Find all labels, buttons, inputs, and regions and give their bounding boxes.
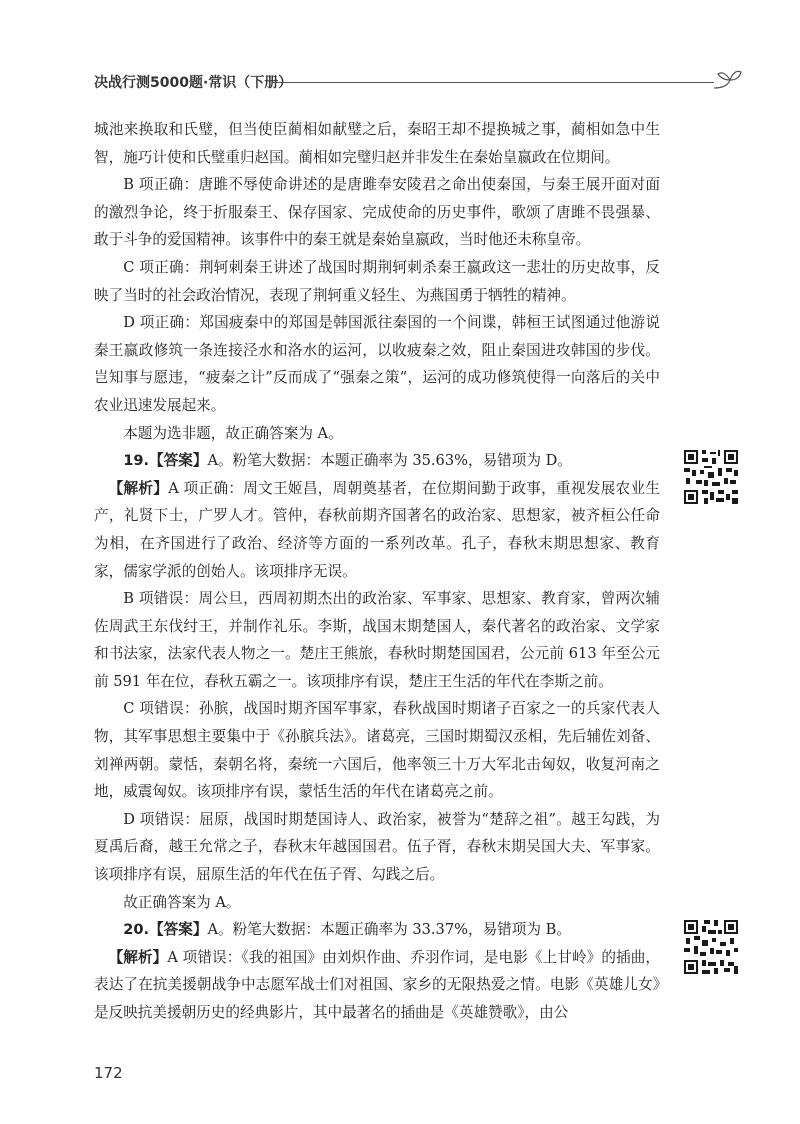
- answer-tag: 【答案】: [149, 921, 208, 939]
- paragraph-continuation: 城池来换取和氏璧，但当使臣蔺相如献璧之后，秦昭王却不提换城之事，蔺相如急中生智，施巧计使和氏璧重归赵国。蔺相如完璧归赵并非发生在秦始皇嬴政在位期间。: [94, 121, 660, 166]
- question-number: 19.: [123, 452, 150, 470]
- paragraph-option-c: C 项错误：孙膑，战国时期齐国军事家，春秋战国时期诸子百家之一的兵家代表人物，其军事思想主要集中于《孙膑兵法》。诸葛亮，三国时期蜀汉丞相，先后辅佐刘备、刘禅两朝。蒙恬，秦朝名将，秦统一六国后，他率领三十万大军北击匈奴，收复河南之地，威震匈奴。该项排序有误，蒙恬生活的年代在诸葛亮之前。: [94, 700, 660, 801]
- paragraph-option-d: D 项错误：屈原，战国时期楚国诗人、政治家，被誉为“楚辞之祖”。越王勾践，为夏禹后裔，越王允常之子，春秋末年越国国君。伍子胥，春秋末期吴国大夫、军事家。该项排序有误，屈原生活的年代在伍子胥、勾践之后。: [94, 810, 660, 884]
- answer-20: 20.【答案】A。粉笔大数据：本题正确率为 33.37%，易错项为 B。: [123, 921, 571, 939]
- qr-code-icon[interactable]: [682, 448, 740, 506]
- question-number: 20.: [123, 921, 150, 939]
- paragraph-option-c: C 项正确：荆轲刺秦王讲述了战国时期荆轲刺杀秦王嬴政这一悲壮的历史故事，反映了当时的社会政治情况，表现了荆轲重义轻生、为燕国勇于牺牲的精神。: [94, 258, 660, 304]
- page-number: 172: [94, 1064, 123, 1082]
- analysis-19: 【解析】A 项正确：周文王姬昌，周朝奠基者，在位期间勤于政事，重视发展农业生产，礼贤下士，广罗人才。管仲，春秋前期齐国著名的政治家、思想家，被齐桓公任命为相，在齐国进行了政治、经济等方面的一系列改革。孔子，春秋末期思想家、教育家，儒家学派的创始人。该项排序无误。: [94, 479, 660, 580]
- book-title: 决战行测5000题·常识（下册）: [94, 75, 293, 91]
- analysis-tag: 【解析】: [108, 948, 168, 966]
- paragraph-option-b: B 项错误：周公旦，西周初期杰出的政治家、军事家、思想家、教育家，曾两次辅佐周武王东伐纣王，并制作礼乐。李斯，战国末期楚国人，秦代著名的政治家、文学家和书法家，法家代表人物之一。楚庄王熊旅，春秋时期楚国国君，公元前 613 年至公元前 591 年在位，春秋五霸之一。该项排序有误，楚庄王生活的年代在李斯之前。: [94, 590, 660, 690]
- sprout-icon: [710, 66, 744, 92]
- paragraph-option-b: B 项正确：唐雎不辱使命讲述的是唐雎奉安陵君之命出使秦国，与秦王展开面对面的激烈争论，终于折服秦王、保存国家、完成使命的历史事件，歌颂了唐雎不畏强暴、敢于斗争的爱国精神。该事件中的秦王就是秦始皇嬴政，当时他还未称皇帝。: [94, 176, 660, 249]
- answer-tag: 【答案】: [149, 452, 208, 470]
- paragraph-option-d: D 项正确：郑国疲秦中的郑国是韩国派往秦国的一个间谍，韩桓王试图通过他游说秦王嬴政修筑一条连接泾水和洛水的运河，以收疲秦之效，阻止秦国进攻韩国的步伐。岂知事与愿违，“疲秦之计”反而成了“强秦之策”，运河的成功修筑使得一向落后的关中农业迅速发展起来。: [94, 314, 660, 414]
- answer-analysis-content: [94, 116, 660, 1027]
- answer-19: 19.【答案】A。粉笔大数据：本题正确率为 35.63%，易错项为 D。: [123, 452, 572, 470]
- analysis-tag: 【解析】: [108, 479, 169, 497]
- qr-code-icon[interactable]: [682, 918, 740, 976]
- analysis-20: 【解析】A 项错误：《我的祖国》由刘炽作曲、乔羽作词，是电影《上甘岭》的插曲，表达了在抗美援朝战争中志愿军战士们对祖国、家乡的无限热爱之情。电影《英雄儿女》是反映抗美援朝历史的经典影片，其中最著名的插曲是《英雄赞歌》，由公: [94, 948, 660, 1021]
- page-header: [94, 66, 744, 96]
- paragraph-conclusion: 故正确答案为 A。: [123, 893, 241, 911]
- header-rule: [272, 82, 714, 83]
- paragraph-conclusion: 本题为选非题，故正确答案为 A。: [123, 424, 343, 442]
